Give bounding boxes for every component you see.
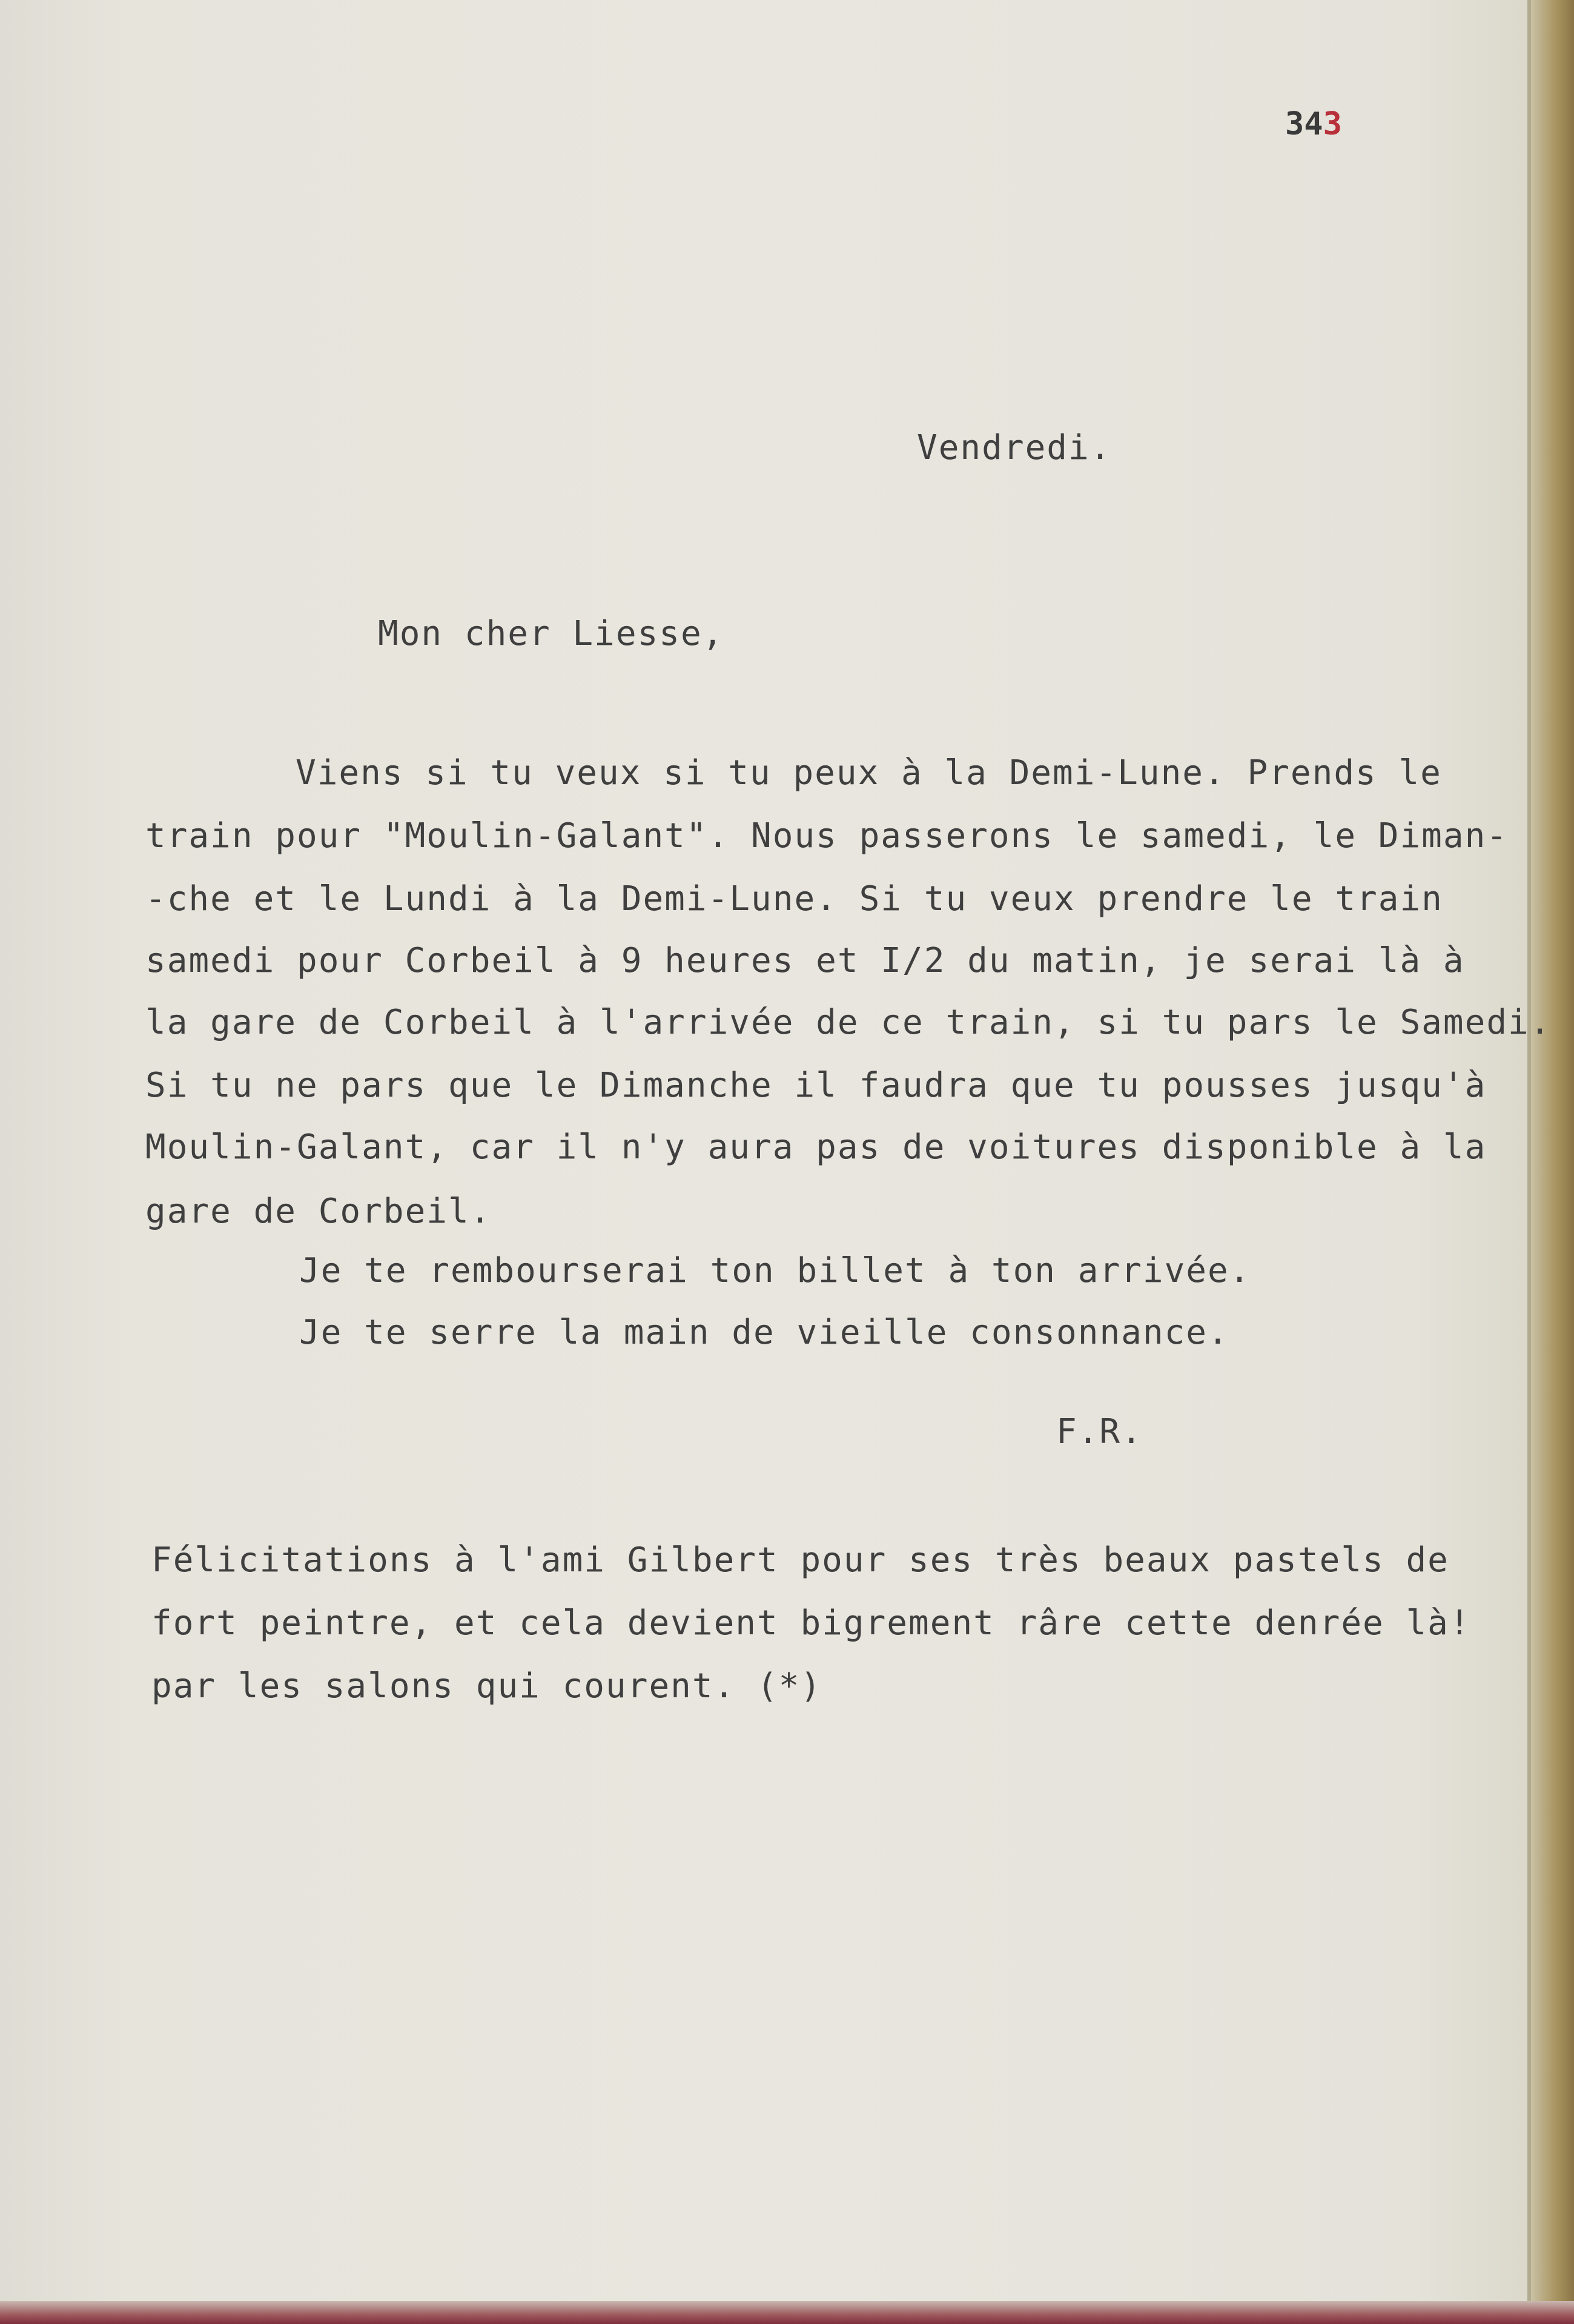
postscript-line: fort peintre, et cela devient bigrement râre cette denrée là! [151,1603,1471,1643]
body-line: samedi pour Corbeil à 9 heures et I/2 du matin, je serai là à [145,941,1465,980]
page-number [1285,106,1342,142]
body-line: la gare de Corbeil à l'arrivée de ce train, si tu pars le Samedi. [145,1003,1552,1042]
body-line: Moulin-Galant, car il n'y aura pas de voitures disponible à la [145,1127,1487,1167]
postscript-line: par les salons qui courent. (*) [151,1666,822,1706]
page-number-prefix: 34 [1285,106,1323,142]
body-line: Si tu ne pars que le Dimanche il faudra que tu pousses jusqu'à [145,1066,1487,1105]
body-line: gare de Corbeil. [145,1192,492,1231]
page-number-last-digit: 3 [1323,106,1342,142]
body-line: train pour "Moulin-Galant". Nous passerons le samedi, le Diman- [145,816,1509,856]
body-line: Viens si tu veux si tu peux à la Demi-Lune. Prends le [296,753,1442,793]
letter-salutation: Mon cher Liesse, [378,614,724,653]
closing-line: Je te rembourserai ton billet à ton arrivée. [299,1251,1251,1290]
postscript-line: Félicitations à l'ami Gilbert pour ses très beaux pastels de [151,1540,1449,1580]
body-line: -che et le Lundi à la Demi-Lune. Si tu veux prendre le train [145,879,1443,919]
letter-signature: F.R. [1056,1412,1143,1451]
book-binding-edge [1531,0,1574,2324]
book-bottom-edge [0,2301,1574,2324]
closing-line: Je te serre la main de vieille consonnance. [299,1313,1229,1352]
letter-date: Vendredi. [917,428,1112,467]
